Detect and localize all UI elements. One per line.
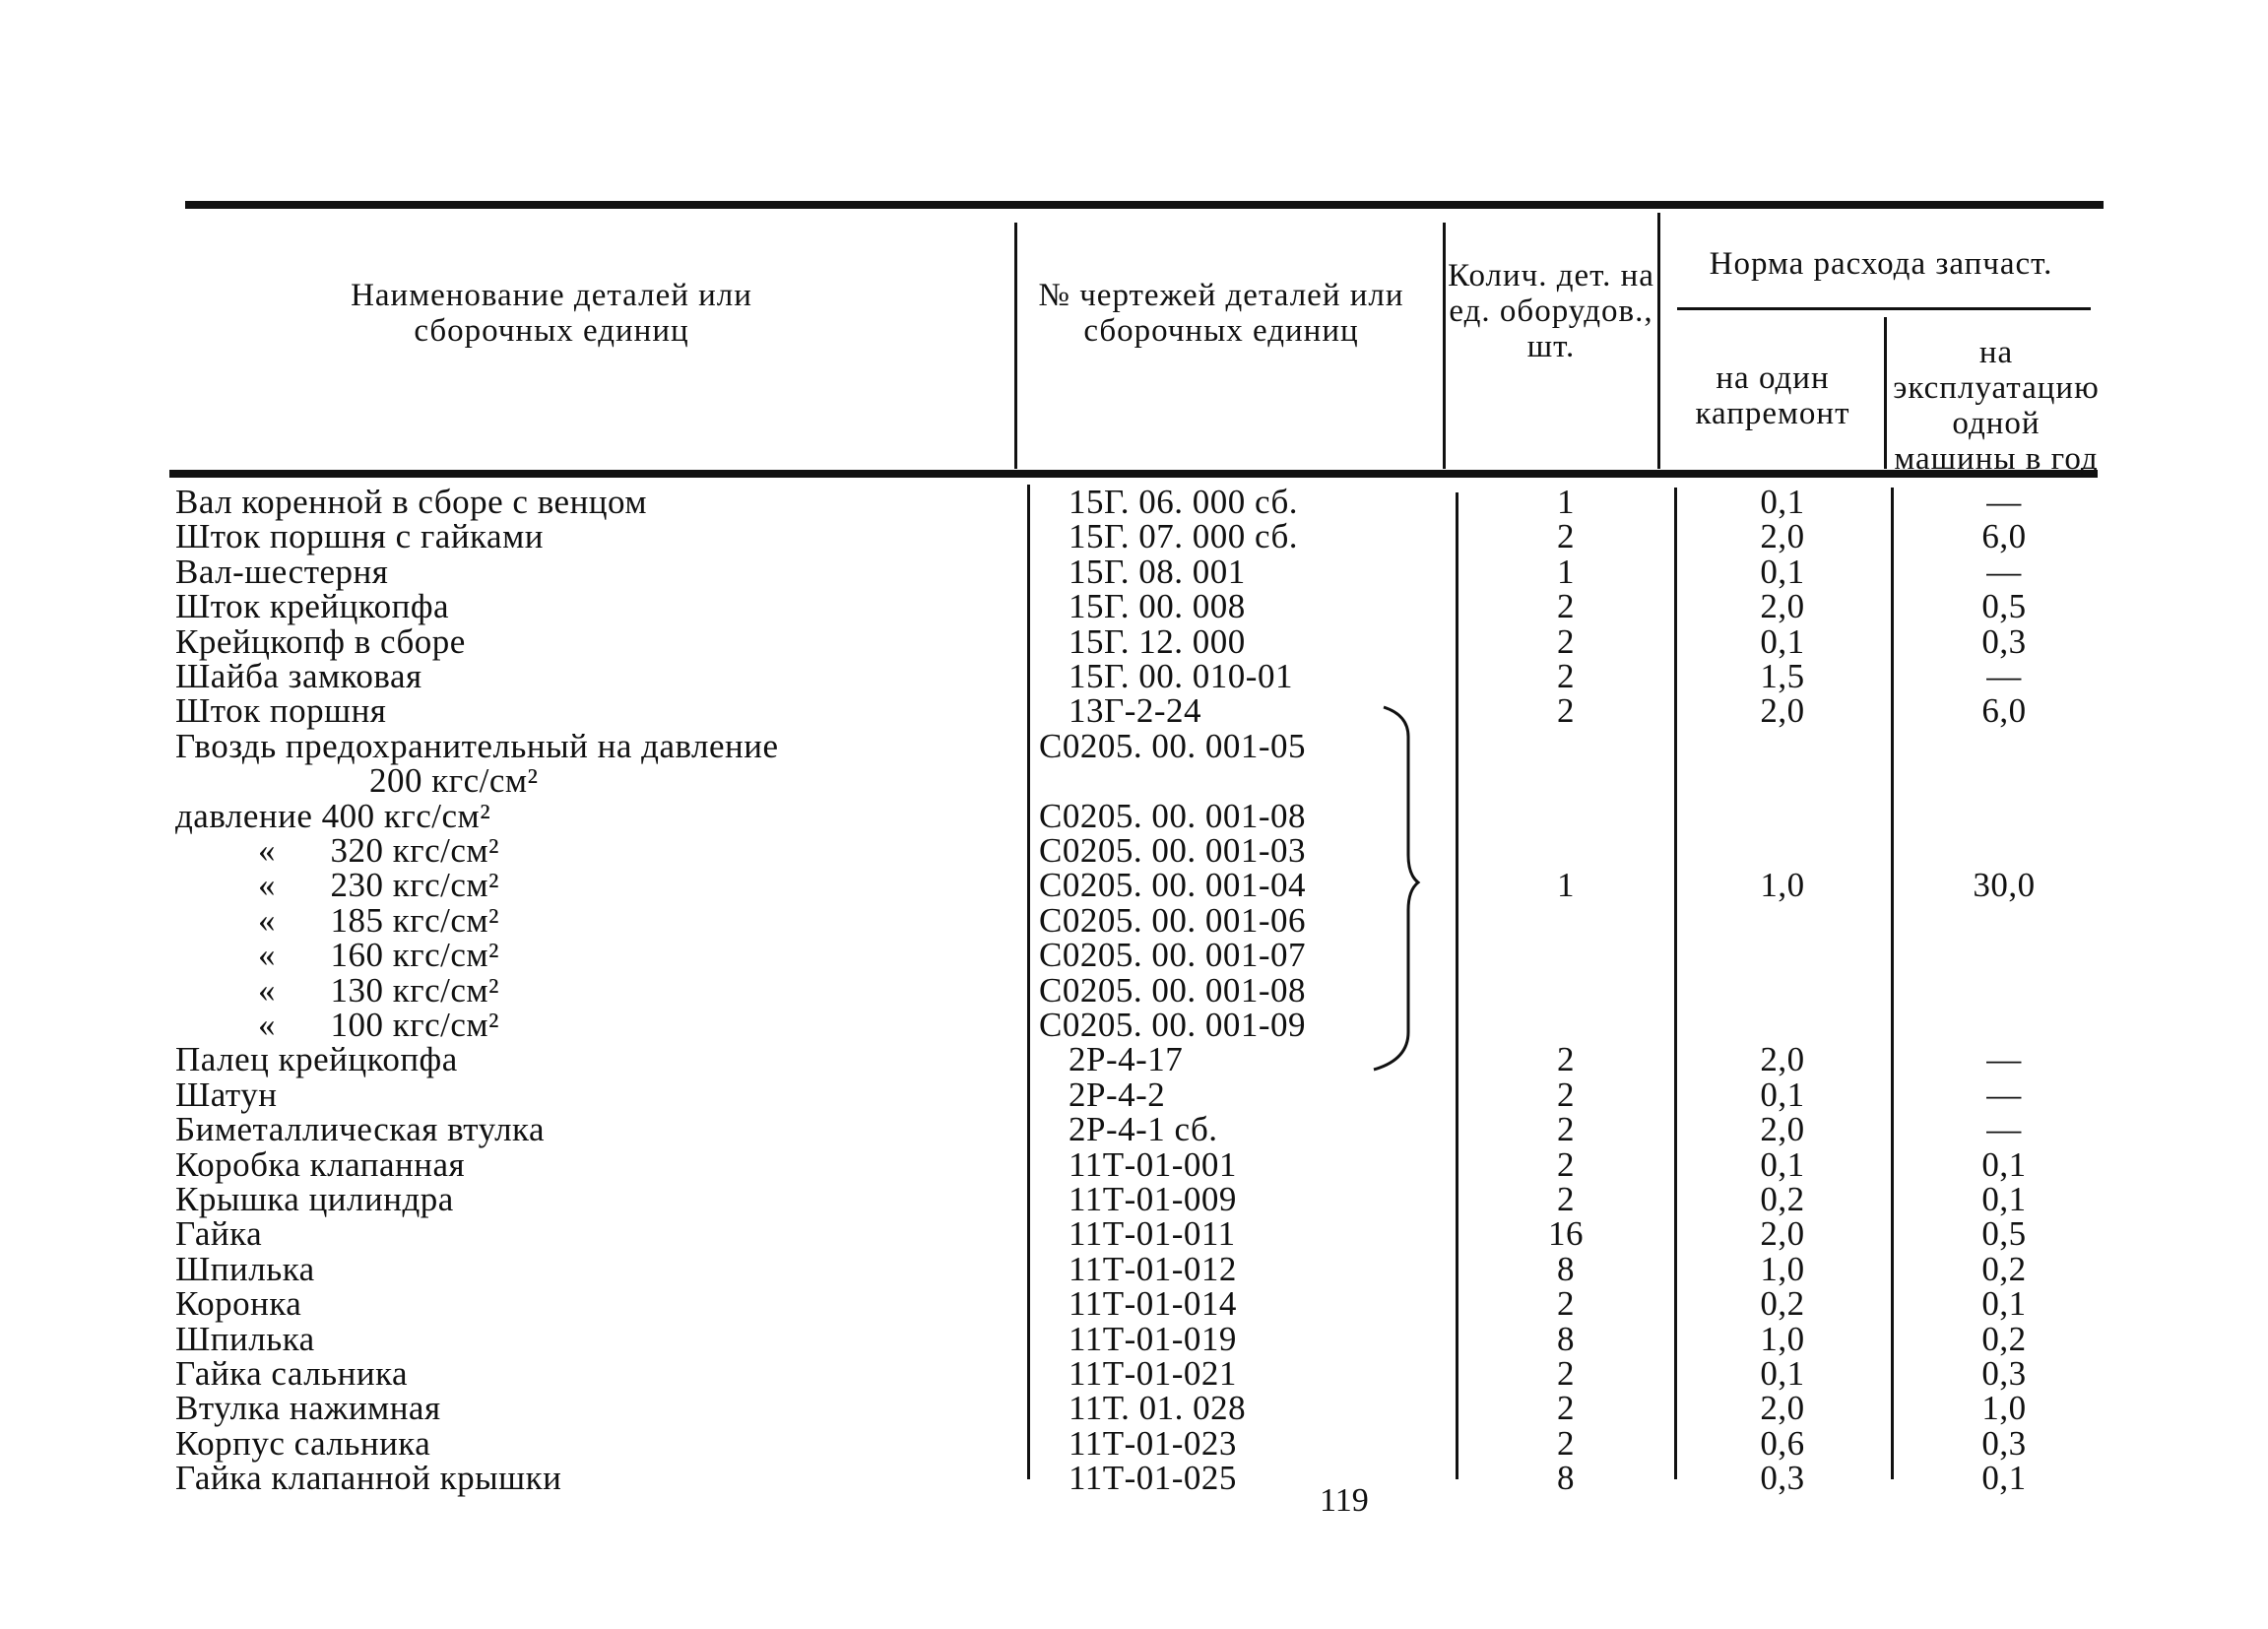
row-year: — (1986, 552, 2022, 591)
row-qty: 8 (1557, 1249, 1575, 1288)
row-year: 0,5 (1981, 587, 2027, 626)
row-drawing: 2Р-4-2 (1069, 1075, 1166, 1114)
row-repair: 2,0 (1760, 517, 1805, 556)
row-repair: 0,1 (1760, 1354, 1805, 1393)
row-name: Шатун (175, 1075, 278, 1114)
header-divider-4 (1884, 317, 1887, 469)
row-drawing: 11Т-01-009 (1069, 1180, 1237, 1218)
header-norm-year: на эксплуатацию одной машины в год (1893, 335, 2100, 477)
row-year: 0,3 (1981, 621, 2027, 661)
row-repair: 0,6 (1760, 1423, 1805, 1463)
row-name: Палец крейцкопфа (175, 1040, 458, 1079)
row-qty: 2 (1557, 587, 1575, 626)
row-repair: 0,1 (1760, 552, 1805, 591)
row-qty: 2 (1557, 1110, 1575, 1149)
row-name: Шток поршня (175, 691, 387, 731)
row-qty: 8 (1557, 1319, 1575, 1358)
row-repair: 2,0 (1760, 1110, 1805, 1149)
row-repair: 2,0 (1760, 1389, 1805, 1428)
row-year: 0,1 (1981, 1284, 2027, 1324)
row-name: Шпилька (175, 1319, 315, 1358)
row-drawing: 11Т-01-025 (1069, 1459, 1237, 1498)
row-name: « 230 кгс/см² (258, 866, 500, 905)
row-name: Гвоздь предохранительный на давление (175, 726, 779, 765)
row-repair: 0,1 (1760, 1144, 1805, 1184)
page-number: 119 (1320, 1482, 1369, 1519)
header-drawing: № чертежей деталей или сборочных единиц (1038, 278, 1404, 349)
row-year: — (1986, 1110, 2022, 1149)
row-repair: 1,5 (1760, 657, 1805, 695)
row-name: Крышка цилиндра (175, 1180, 454, 1218)
row-qty: 2 (1557, 1354, 1575, 1393)
row-drawing: 15Г. 06. 000 сб. (1069, 483, 1299, 521)
row-drawing: С0205. 00. 001-06 (1039, 900, 1306, 940)
header-norm-repair: на один капремонт (1695, 360, 1850, 431)
row-drawing: 15Г. 00. 010-01 (1069, 657, 1293, 695)
row-name: « 100 кгс/см² (258, 1006, 500, 1044)
row-year: — (1986, 1075, 2022, 1114)
row-name: « 160 кгс/см² (258, 936, 500, 975)
top-rule (185, 201, 2104, 209)
row-year: 1,0 (1981, 1389, 2027, 1428)
header-name: Наименование деталей или сборочных единиц (351, 278, 752, 349)
row-drawing: 15Г. 07. 000 сб. (1069, 517, 1299, 556)
row-qty: 8 (1557, 1459, 1575, 1498)
row-name: « 130 кгс/см² (258, 970, 500, 1010)
row-name: Вал-шестерня (175, 552, 389, 591)
row-year: 6,0 (1981, 691, 2027, 731)
row-repair: 2,0 (1760, 587, 1805, 626)
row-drawing: 13Г-2-24 (1069, 691, 1202, 731)
row-repair: 0,3 (1760, 1459, 1805, 1498)
row-qty: 2 (1557, 1040, 1575, 1079)
row-qty: 16 (1548, 1214, 1584, 1254)
row-repair: 1,0 (1760, 866, 1805, 905)
row-name: Шток крейцкопфа (175, 587, 450, 626)
row-year: — (1986, 483, 2022, 521)
row-name: Коронка (175, 1284, 302, 1324)
header-bottom-rule (169, 470, 2098, 478)
row-name: Крейцкопф в сборе (175, 621, 466, 661)
norm-subheader-rule (1677, 307, 2091, 310)
row-year: 0,1 (1981, 1180, 2027, 1218)
row-drawing: 11Т-01-012 (1069, 1249, 1237, 1288)
header-divider-2 (1443, 223, 1446, 469)
row-drawing: С0205. 00. 001-03 (1039, 831, 1306, 870)
row-drawing: 15Г. 00. 008 (1069, 587, 1246, 626)
row-name: Гайка (175, 1214, 263, 1254)
row-name: давление 400 кгс/см² (175, 796, 491, 835)
row-drawing: С0205. 00. 001-07 (1039, 936, 1306, 975)
row-drawing: С0205. 00. 001-08 (1039, 796, 1306, 835)
row-qty: 2 (1557, 1075, 1575, 1114)
row-repair: 0,1 (1760, 621, 1805, 661)
row-drawing: 15Г. 12. 000 (1069, 621, 1246, 661)
row-drawing: 2Р-4-17 (1069, 1040, 1184, 1079)
row-qty: 2 (1557, 621, 1575, 661)
row-qty: 2 (1557, 1389, 1575, 1428)
row-year: — (1986, 1040, 2022, 1079)
header-divider-3 (1657, 213, 1660, 469)
row-drawing: 15Г. 08. 001 (1069, 552, 1246, 591)
row-name: Гайка клапанной крышки (175, 1459, 562, 1498)
row-drawing: 11Т. 01. 028 (1069, 1389, 1247, 1428)
row-repair: 0,1 (1760, 483, 1805, 521)
row-qty: 2 (1557, 517, 1575, 556)
row-year: 30,0 (1973, 866, 2036, 905)
row-qty: 2 (1557, 1284, 1575, 1324)
row-qty: 2 (1557, 1423, 1575, 1463)
row-qty: 2 (1557, 1144, 1575, 1184)
body-divider-4 (1891, 488, 1894, 1479)
row-name: Гайка сальника (175, 1354, 409, 1393)
row-year: 0,5 (1981, 1214, 2027, 1254)
body-divider-1 (1027, 485, 1030, 1479)
row-year: — (1986, 657, 2022, 695)
row-name: Биметаллическая втулка (175, 1110, 546, 1149)
body-divider-3 (1674, 488, 1677, 1479)
row-qty: 1 (1557, 552, 1575, 591)
row-drawing: С0205. 00. 001-08 (1039, 970, 1306, 1010)
row-qty: 2 (1557, 657, 1575, 695)
row-name: Втулка нажимная (175, 1389, 441, 1428)
row-qty: 2 (1557, 1180, 1575, 1218)
row-repair: 0,2 (1760, 1284, 1805, 1324)
row-repair: 0,1 (1760, 1075, 1805, 1114)
row-name: « 185 кгс/см² (258, 900, 500, 940)
row-year: 0,3 (1981, 1354, 2027, 1393)
row-name: Шпилька (175, 1249, 315, 1288)
row-name: Коробка клапанная (175, 1144, 466, 1184)
row-drawing: 11Т-01-023 (1069, 1423, 1237, 1463)
row-repair: 2,0 (1760, 1040, 1805, 1079)
row-year: 6,0 (1981, 517, 2027, 556)
row-repair: 2,0 (1760, 1214, 1805, 1254)
row-qty: 1 (1557, 483, 1575, 521)
row-drawing: 2Р-4-1 сб. (1069, 1110, 1218, 1149)
row-repair: 1,0 (1760, 1249, 1805, 1288)
row-drawing: 11Т-01-014 (1069, 1284, 1237, 1324)
row-drawing: С0205. 00. 001-05 (1039, 726, 1306, 765)
row-name: Шток поршня с гайками (175, 517, 544, 556)
row-name: Шайба замковая (175, 657, 422, 695)
row-name: Вал коренной в сборе с венцом (175, 483, 648, 521)
row-drawing: 11Т-01-021 (1069, 1354, 1237, 1393)
grouping-brace (1364, 707, 1423, 1072)
row-name: 200 кгс/см² (369, 761, 539, 801)
row-name: « 320 кгс/см² (258, 831, 500, 870)
row-drawing: С0205. 00. 001-09 (1039, 1006, 1306, 1044)
row-year: 0,2 (1981, 1319, 2027, 1358)
header-qty: Колич. дет. на ед. оборудов., шт. (1448, 258, 1654, 364)
row-drawing: С0205. 00. 001-04 (1039, 866, 1306, 905)
row-year: 0,2 (1981, 1249, 2027, 1288)
row-drawing: 11Т-01-001 (1069, 1144, 1237, 1184)
row-year: 0,3 (1981, 1423, 2027, 1463)
row-drawing: 11Т-01-019 (1069, 1319, 1237, 1358)
header-norm: Норма расхода запчаст. (1709, 246, 2053, 282)
row-qty: 2 (1557, 691, 1575, 731)
row-qty: 1 (1557, 866, 1575, 905)
row-year: 0,1 (1981, 1459, 2027, 1498)
row-repair: 1,0 (1760, 1319, 1805, 1358)
row-repair: 0,2 (1760, 1180, 1805, 1218)
row-drawing: 11Т-01-011 (1069, 1214, 1236, 1254)
row-year: 0,1 (1981, 1144, 2027, 1184)
row-repair: 2,0 (1760, 691, 1805, 731)
row-name: Корпус сальника (175, 1423, 431, 1463)
